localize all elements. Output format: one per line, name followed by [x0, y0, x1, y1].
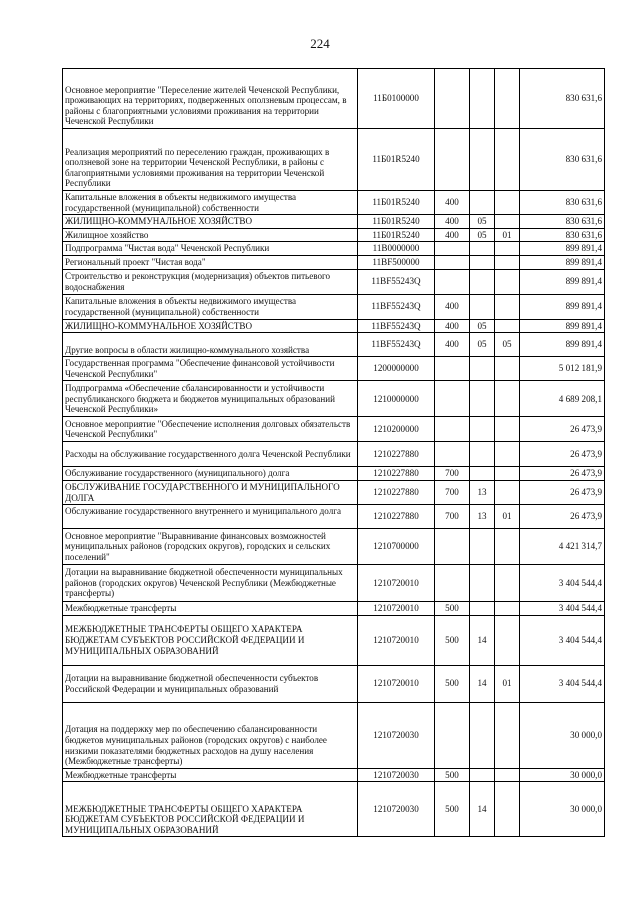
row-rz — [470, 269, 495, 294]
row-pr — [495, 442, 520, 467]
row-sum: 26 473,9 — [520, 442, 605, 467]
row-vr — [435, 529, 470, 565]
row-sum: 830 631,6 — [520, 215, 605, 229]
row-code: 1210227880 — [358, 442, 435, 467]
row-code: 11Б01R5240 — [358, 215, 435, 229]
row-code: 1210720030 — [358, 702, 435, 768]
row-pr — [495, 381, 520, 417]
row-code: 1210227880 — [358, 505, 435, 529]
row-vr — [435, 381, 470, 417]
row-code: 1210000000 — [358, 381, 435, 417]
row-vr: 400 — [435, 333, 470, 357]
row-pr — [495, 615, 520, 665]
row-vr: 500 — [435, 665, 470, 702]
row-name: Подпрограмма "Чистая вода" Чеченской Республики — [63, 242, 358, 256]
row-rz — [470, 357, 495, 381]
row-rz: 14 — [470, 665, 495, 702]
row-name: Основное мероприятие "Выравнивание финансовых возможностей муниципальных районов (городских округов), городских и сельских поселений" — [63, 529, 358, 565]
row-sum: 830 631,6 — [520, 129, 605, 191]
row-vr — [435, 357, 470, 381]
row-sum: 26 473,9 — [520, 480, 605, 504]
row-rz — [470, 467, 495, 481]
row-sum: 830 631,6 — [520, 69, 605, 129]
row-vr — [435, 417, 470, 442]
row-pr — [495, 69, 520, 129]
row-name: МЕЖБЮДЖЕТНЫЕ ТРАНСФЕРТЫ ОБЩЕГО ХАРАКТЕРА БЮДЖЕТАМ СУБЪЕКТОВ РОССИЙСКОЙ ФЕДЕРАЦИИ И МУНИЦИПАЛЬНЫХ ОБРАЗОВАНИЙ — [63, 615, 358, 665]
row-vr: 400 — [435, 228, 470, 242]
row-sum: 899 891,4 — [520, 242, 605, 256]
row-code: 11ВF55243Q — [358, 269, 435, 294]
row-name: Основное мероприятие "Обеспечение исполнения долговых обязательств Чеченской Республики" — [63, 417, 358, 442]
row-name: ЖИЛИЩНО-КОММУНАЛЬНОЕ ХОЗЯЙСТВО — [63, 319, 358, 333]
row-vr: 500 — [435, 782, 470, 837]
row-rz — [470, 602, 495, 616]
row-sum: 5 012 181,9 — [520, 357, 605, 381]
row-rz — [470, 242, 495, 256]
row-name: МЕЖБЮДЖЕТНЫЕ ТРАНСФЕРТЫ ОБЩЕГО ХАРАКТЕРА БЮДЖЕТАМ СУБЪЕКТОВ РОССИЙСКОЙ ФЕДЕРАЦИИ И МУНИЦИПАЛЬНЫХ ОБРАЗОВАНИЙ — [63, 782, 358, 837]
row-code: 1210720010 — [358, 602, 435, 616]
row-pr — [495, 529, 520, 565]
row-sum: 3 404 544,4 — [520, 665, 605, 702]
row-sum: 899 891,4 — [520, 319, 605, 333]
row-pr — [495, 269, 520, 294]
row-pr — [495, 191, 520, 215]
row-vr: 500 — [435, 615, 470, 665]
row-rz: 05 — [470, 215, 495, 229]
row-rz — [470, 129, 495, 191]
row-rz — [470, 255, 495, 269]
row-pr — [495, 294, 520, 319]
row-name: Обслуживание государственного внутреннего и муниципального долга — [63, 505, 358, 529]
row-rz — [470, 191, 495, 215]
row-code: 11ВF55243Q — [358, 319, 435, 333]
row-code: 1210227880 — [358, 467, 435, 481]
row-code: 1210227880 — [358, 480, 435, 504]
row-rz — [470, 417, 495, 442]
row-rz — [470, 565, 495, 602]
row-sum: 830 631,6 — [520, 191, 605, 215]
row-name: Расходы на обслуживание государственного долга Чеченской Республики — [63, 442, 358, 467]
row-pr — [495, 242, 520, 256]
row-sum: 30 000,0 — [520, 782, 605, 837]
row-vr: 500 — [435, 602, 470, 616]
row-name: Жилищное хозяйство — [63, 228, 358, 242]
row-name: Другие вопросы в области жилищно-коммунального хозяйства — [63, 333, 358, 357]
row-sum: 30 000,0 — [520, 768, 605, 782]
row-rz: 13 — [470, 480, 495, 504]
row-sum: 26 473,9 — [520, 417, 605, 442]
row-vr: 700 — [435, 480, 470, 504]
row-name: Основное мероприятие "Переселение жителей Чеченской Республики, проживающих на территориях, подверженных оползневым процессам, в районы с благоприятными условиями проживания на территории Чеченской Республики — [63, 69, 358, 129]
row-name: Государственная программа "Обеспечение финансовой устойчивости Чеченской Республики" — [63, 357, 358, 381]
row-sum: 899 891,4 — [520, 269, 605, 294]
row-code: 1200000000 — [358, 357, 435, 381]
row-rz: 05 — [470, 333, 495, 357]
row-name: Дотации на выравнивание бюджетной обеспеченности муниципальных районов (городских округов) Чеченской Республики (Межбюджетные трансферты) — [63, 565, 358, 602]
row-pr: 01 — [495, 665, 520, 702]
row-vr: 500 — [435, 768, 470, 782]
row-pr: 01 — [495, 505, 520, 529]
row-name: ОБСЛУЖИВАНИЕ ГОСУДАРСТВЕННОГО И МУНИЦИПАЛЬНОГО ДОЛГА — [63, 480, 358, 504]
row-sum: 26 473,9 — [520, 467, 605, 481]
row-sum: 4 689 208,1 — [520, 381, 605, 417]
budget-table — [62, 68, 605, 837]
row-pr — [495, 565, 520, 602]
row-rz — [470, 294, 495, 319]
row-pr — [495, 467, 520, 481]
row-name: Межбюджетные трансферты — [63, 768, 358, 782]
row-pr — [495, 417, 520, 442]
row-vr — [435, 255, 470, 269]
row-name: ЖИЛИЩНО-КОММУНАЛЬНОЕ ХОЗЯЙСТВО — [63, 215, 358, 229]
row-name: Обслуживание государственного (муниципального) долга — [63, 467, 358, 481]
row-code: 1210720010 — [358, 665, 435, 702]
row-vr: 400 — [435, 294, 470, 319]
row-code: 11ВF55243Q — [358, 294, 435, 319]
row-sum: 830 631,6 — [520, 228, 605, 242]
row-name: Капитальные вложения в объекты недвижимого имущества государственной (муниципальной) собственности — [63, 294, 358, 319]
row-name: Региональный проект "Чистая вода" — [63, 255, 358, 269]
row-sum: 899 891,4 — [520, 294, 605, 319]
page-number: 224 — [310, 36, 330, 51]
row-code: 11Б01R5240 — [358, 129, 435, 191]
row-code: 11Б01R5240 — [358, 191, 435, 215]
row-pr — [495, 215, 520, 229]
row-code: 11ВF500000 — [358, 255, 435, 269]
row-vr — [435, 69, 470, 129]
row-code: 1210720010 — [358, 615, 435, 665]
row-rz — [470, 768, 495, 782]
row-vr — [435, 565, 470, 602]
row-name: Строительство и реконструкция (модернизация) объектов питьевого водоснабжения — [63, 269, 358, 294]
row-code: 11Б01R5240 — [358, 228, 435, 242]
row-code: 1210720030 — [358, 782, 435, 837]
row-rz: 05 — [470, 228, 495, 242]
row-pr — [495, 768, 520, 782]
row-name: Капитальные вложения в объекты недвижимого имущества государственной (муниципальной) собственности — [63, 191, 358, 215]
row-vr: 400 — [435, 191, 470, 215]
row-code: 1210200000 — [358, 417, 435, 442]
row-rz — [470, 702, 495, 768]
row-sum: 30 000,0 — [520, 702, 605, 768]
row-rz: 05 — [470, 319, 495, 333]
row-sum: 3 404 544,4 — [520, 602, 605, 616]
row-name: Дотации на выравнивание бюджетной обеспеченности субъектов Российской Федерации и муниципальных образований — [63, 665, 358, 702]
row-pr — [495, 480, 520, 504]
row-sum: 26 473,9 — [520, 505, 605, 529]
row-vr: 700 — [435, 467, 470, 481]
row-rz — [470, 442, 495, 467]
row-sum: 899 891,4 — [520, 333, 605, 357]
row-rz: 14 — [470, 782, 495, 837]
row-pr — [495, 255, 520, 269]
row-sum: 3 404 544,4 — [520, 615, 605, 665]
row-name: Дотация на поддержку мер по обеспечению сбалансированности бюджетов муниципальных районов (городских округов) с наиболее низкими показателями бюджетных расходов на душу населения (Межбюджетные трансферты) — [63, 702, 358, 768]
row-rz — [470, 529, 495, 565]
row-vr — [435, 702, 470, 768]
row-vr: 400 — [435, 215, 470, 229]
row-pr — [495, 357, 520, 381]
row-pr — [495, 129, 520, 191]
row-rz — [470, 69, 495, 129]
row-code: 1210700000 — [358, 529, 435, 565]
row-rz: 14 — [470, 615, 495, 665]
row-pr — [495, 782, 520, 837]
row-vr — [435, 242, 470, 256]
row-vr: 400 — [435, 319, 470, 333]
row-pr — [495, 319, 520, 333]
row-vr: 700 — [435, 505, 470, 529]
row-vr — [435, 129, 470, 191]
row-rz — [470, 381, 495, 417]
row-rz: 13 — [470, 505, 495, 529]
row-code: 11Б0100000 — [358, 69, 435, 129]
row-pr — [495, 702, 520, 768]
row-vr — [435, 442, 470, 467]
row-vr — [435, 269, 470, 294]
row-code: 11ВF55243Q — [358, 333, 435, 357]
row-pr — [495, 602, 520, 616]
row-sum: 4 421 314,7 — [520, 529, 605, 565]
row-sum: 899 891,4 — [520, 255, 605, 269]
row-name: Реализация мероприятий по переселению граждан, проживающих в оползневой зоне на территории Чеченской Республики, в районы с благоприятными условиями проживания на территории Чеченской Республики — [63, 129, 358, 191]
row-code: 1210720030 — [358, 768, 435, 782]
row-pr: 01 — [495, 228, 520, 242]
row-sum: 3 404 544,4 — [520, 565, 605, 602]
row-code: 1210720010 — [358, 565, 435, 602]
row-pr: 05 — [495, 333, 520, 357]
row-name: Межбюджетные трансферты — [63, 602, 358, 616]
row-name: Подпрограмма «Обеспечение сбалансированности и устойчивости республиканского бюджета и бюджетов муниципальных образований Чеченской Республики» — [63, 381, 358, 417]
row-code: 11В0000000 — [358, 242, 435, 256]
